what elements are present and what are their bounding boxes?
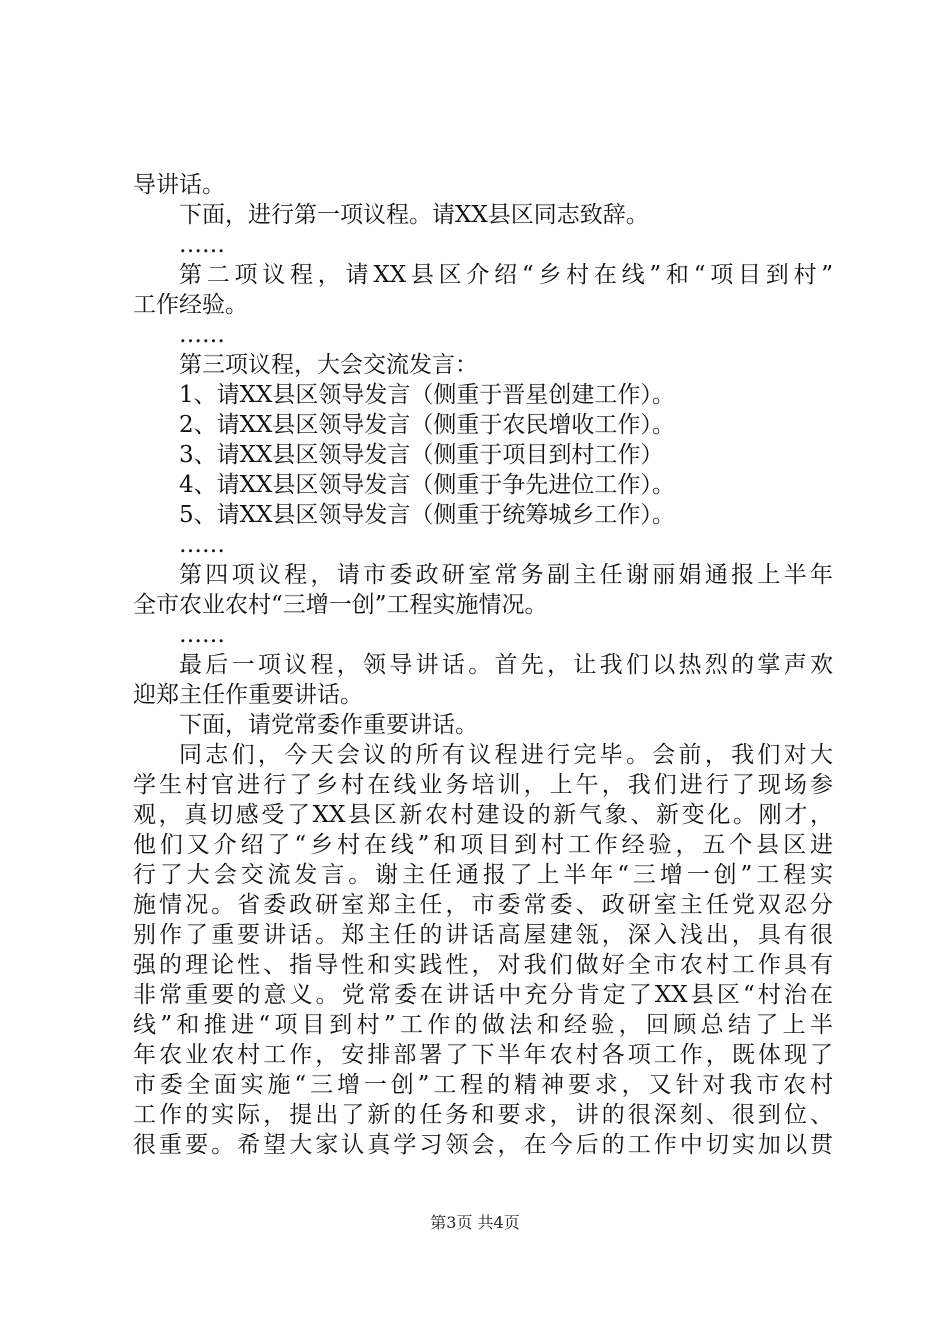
text-line: …… [179, 622, 225, 648]
text-line: 工作经验。 [133, 292, 248, 318]
text-line: 下面，请党常委作重要讲话。 [179, 712, 478, 738]
text-line: 第三项议程，大会交流发言： [179, 352, 478, 378]
text-line: 迎郑主任作重要讲话。 [133, 682, 363, 708]
text-line: 最后一项议程，领导讲话。首先，让我们以热烈的掌声欢 [179, 652, 833, 678]
text-line: 同志们，今天会议的所有议程进行完毕。会前，我们对大 [179, 742, 833, 768]
text-line: 施情况。省委政研室郑主任，市委常委、政研室主任党双忍分 [133, 892, 833, 918]
text-line: 全市农业农村“三增一创”工程实施情况。 [133, 592, 548, 618]
text-line: …… [179, 232, 225, 258]
list-item: 5、请XX县区领导发言（侧重于统筹城乡工作）。 [179, 502, 675, 528]
text-line: 工作的实际，提出了新的任务和要求，讲的很深刻、很到位、 [133, 1102, 833, 1128]
list-item: 3、请XX县区领导发言（侧重于项目到村工作） [179, 442, 664, 468]
body-text [133, 170, 833, 1160]
text-line: 非常重要的意义。党常委在讲话中充分肯定了XX县区“村治在 [133, 982, 833, 1008]
text-line: 学生村官进行了乡村在线业务培训，上午，我们进行了现场参 [133, 772, 833, 798]
text-line: 别作了重要讲话。郑主任的讲话高屋建瓴，深入浅出，具有很 [133, 922, 833, 948]
list-item: 4、请XX县区领导发言（侧重于争先进位工作）。 [179, 472, 675, 498]
text-line: 行了大会交流发言。谢主任通报了上半年“三增一创”工程实 [133, 862, 833, 888]
text-line: 线”和推进“项目到村”工作的做法和经验，回顾总结了上半 [133, 1012, 833, 1038]
text-line: 第四项议程，请市委政研室常务副主任谢丽娟通报上半年 [179, 562, 833, 588]
text-line: …… [179, 322, 225, 348]
text-line: 市委全面实施“三增一创”工程的精神要求，又针对我市农村 [133, 1072, 833, 1098]
page-footer: 第3页 共4页 [430, 1213, 520, 1232]
list-item: 1、请XX县区领导发言（侧重于晋星创建工作）。 [179, 382, 675, 408]
text-line: 第二项议程，请XX县区介绍“乡村在线”和“项目到村” [179, 262, 833, 288]
text-line: 年农业农村工作，安排部署了下半年农村各项工作，既体现了 [133, 1042, 833, 1068]
text-line: 强的理论性、指导性和实践性，对我们做好全市农村工作具有 [133, 952, 833, 978]
list-item: 2、请XX县区领导发言（侧重于农民增收工作）。 [179, 412, 675, 438]
text-line: 他们又介绍了“乡村在线”和项目到村工作经验，五个县区进 [133, 832, 833, 858]
text-line: 导讲话。 [133, 172, 225, 198]
text-line: 下面，进行第一项议程。请XX县区同志致辞。 [179, 202, 649, 228]
text-line: …… [179, 532, 225, 558]
text-line: 很重要。希望大家认真学习领会，在今后的工作中切实加以贯 [133, 1132, 833, 1158]
text-line: 观，真切感受了XX县区新农村建设的新气象、新变化。刚才， [133, 802, 833, 828]
